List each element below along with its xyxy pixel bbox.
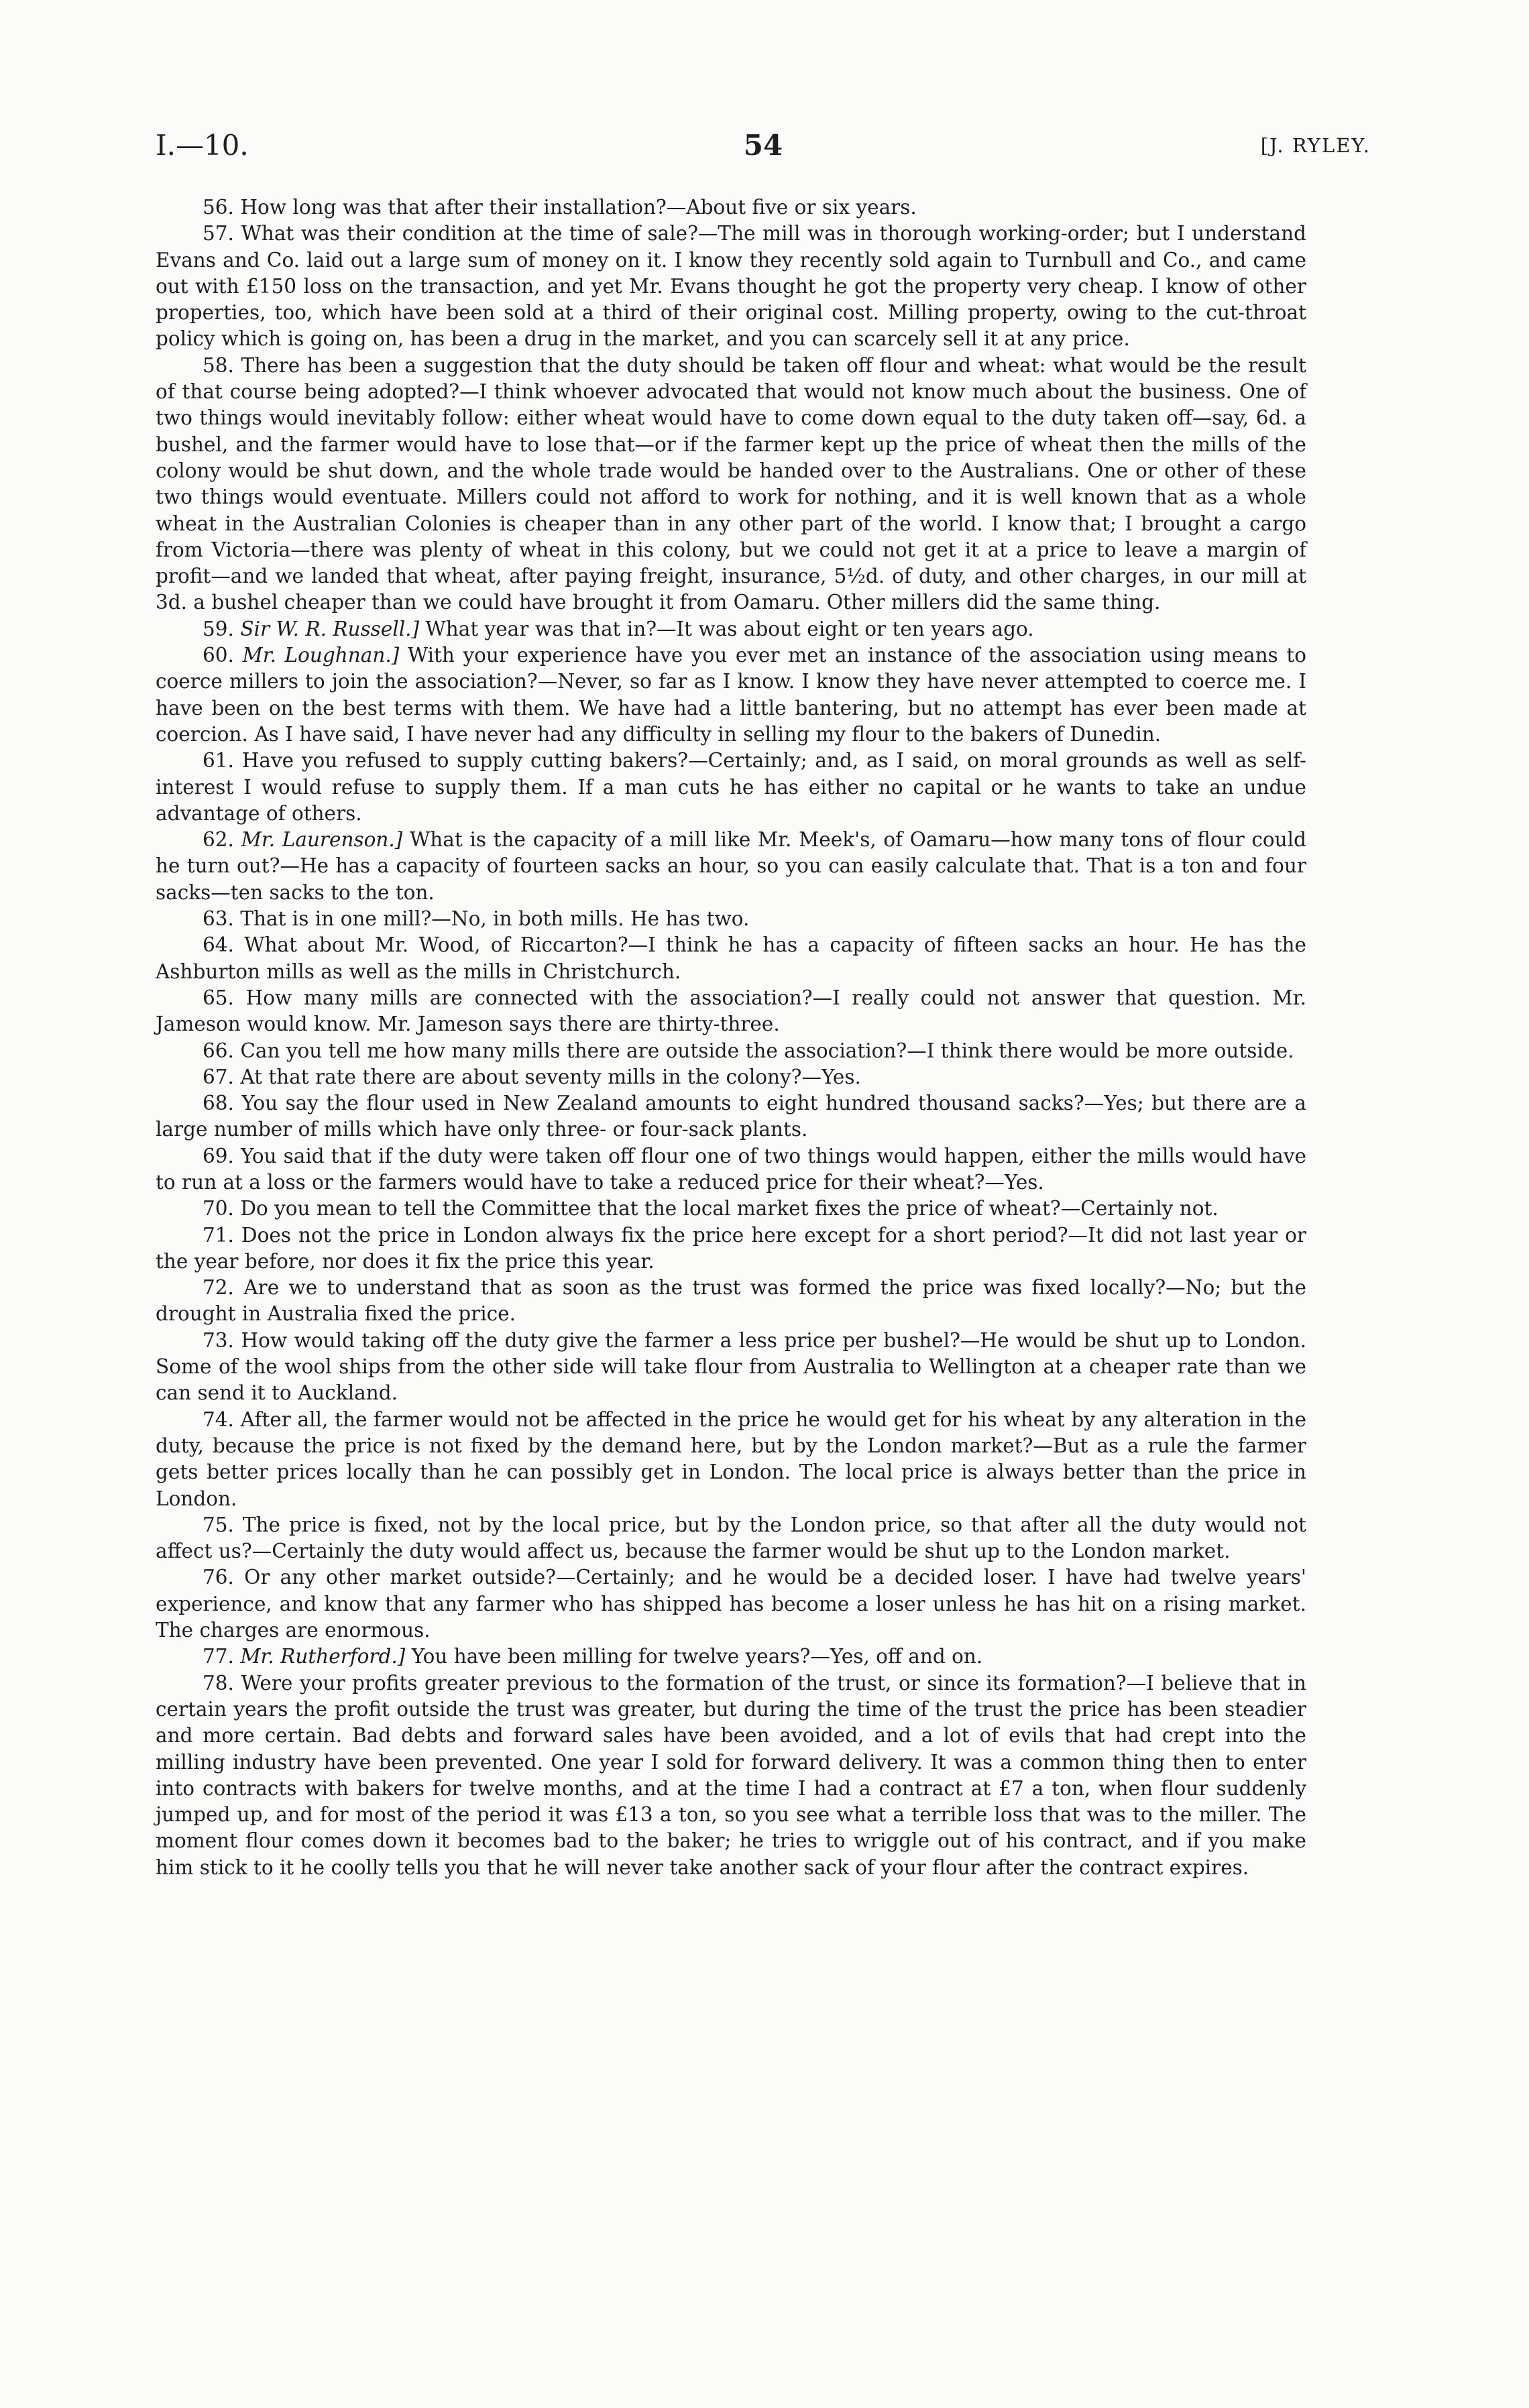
question-paragraph: [156, 1143, 1306, 1196]
question-paragraph: [156, 932, 1306, 985]
question-text: How many mills are connected with the association?—I really could not answer that question. Mr. Jameson would know. Mr. Jameson says there are thirty-three.: [156, 986, 1306, 1036]
question-number: 73.: [203, 1328, 234, 1352]
question-paragraph: [156, 1275, 1306, 1328]
question-text: Are we to understand that as soon as the trust was formed the price was fixed locally?—No; but the drought in Australia fixed the price.: [156, 1276, 1306, 1326]
question-paragraph: [156, 616, 1306, 642]
speaker-label: Mr. Rutherford.]: [240, 1645, 406, 1668]
question-number: 59.: [203, 617, 234, 640]
question-number: 74.: [203, 1408, 234, 1431]
question-text: Can you tell me how many mills there are outside the association?—I think there would be more outside.: [240, 1039, 1294, 1062]
question-text: You say the flour used in New Zealand amounts to eight hundred thousand sacks?—Yes; but there are a large number of mills which have only three- or four-sack plants.: [156, 1092, 1306, 1141]
question-paragraph: [156, 1038, 1306, 1064]
question-text: At that rate there are about seventy mills in the colony?—Yes.: [240, 1065, 861, 1088]
question-paragraph: [156, 1064, 1306, 1090]
question-text: What is the capacity of a mill like Mr. Meek's, of Oamaru—how many tons of flour could he turn out?—He has a capacity of fourteen sacks an hour, so you can easily calculate that. That is a ton and four sacks—ten sacks to the ton.: [156, 828, 1306, 904]
question-number: 66.: [203, 1039, 234, 1062]
question-text: With your experience have you ever met an instance of the association using means to coerce millers to join the association?—Never, so far as I know. I know they have never attempted to coerce me. I have been on the best terms with them. We have had a little bantering, but no attempt has ever been made at coercion. As I have said, I have never had any difficulty in selling my flour to the bakers of Dunedin.: [156, 644, 1306, 746]
page-body: [156, 194, 1306, 1881]
question-number: 76.: [203, 1566, 234, 1589]
question-text: That is in one mill?—No, in both mills. He has two.: [240, 907, 750, 931]
question-paragraph: [156, 1196, 1306, 1222]
question-text: Were your profits greater previous to the formation of the trust, or since its formation?—I believe that in certain years the profit outside the trust was greater, but during the time of the trust the price has been steadier and more certain. Bad debts and forward sales have been avoided, and a lot of evils that had crept into the milling industry have been prevented. One year I sold for forward delivery. It was a common thing then to enter into contracts with bakers for twelve months, and at the time I had a contract at £7 a ton, when flour suddenly jumped up, and for most of the period it was £13 a ton, so you see what a terrible loss that was to the miller. The moment flour comes down it becomes bad to the baker; he tries to wriggle out of his contract, and if you make him stick to it he coolly tells you that he will never take another sack of your flour after the contract expires.: [156, 1671, 1306, 1879]
question-number: 60.: [203, 644, 234, 667]
question-paragraph: [156, 748, 1306, 827]
question-number: 64.: [203, 933, 234, 957]
question-text: After all, the farmer would not be affected in the price he would get for his wheat by any alteration in the duty, because the price is not fixed by the demand here, but by the London market?—But as a rule the farmer gets better prices locally than he can possibly get in London. The local price is always better than the price in London.: [156, 1408, 1306, 1510]
question-text: You have been milling for twelve years?—Yes, off and on.: [411, 1645, 983, 1668]
question-number: 67.: [203, 1065, 234, 1088]
question-number: 61.: [203, 749, 234, 772]
question-number: 77.: [203, 1645, 234, 1668]
question-paragraph: [156, 1328, 1306, 1407]
question-text: What was their condition at the time of sale?—The mill was in thorough working-order; but I understand Evans and Co. laid out a large sum of money on it. I know they recently sold again to Turnbull and Co., and came out with £150 loss on the transaction, and yet Mr. Evans thought he got the property very cheap. I know of other properties, too, which have been sold at a third of their original cost. Milling property, owing to the cut-throat policy which is going on, has been a drug in the market, and you can scarcely sell it at any price.: [156, 222, 1306, 351]
witness-name: [J. RYLEY.: [1260, 134, 1371, 157]
question-number: 68.: [203, 1092, 234, 1115]
speaker-label: Mr. Laurenson.]: [241, 828, 403, 852]
question-paragraph: [156, 1564, 1306, 1644]
question-number: 75.: [203, 1513, 234, 1536]
question-number: 71.: [203, 1223, 234, 1247]
question-number: 63.: [203, 907, 234, 931]
question-paragraph: [156, 1644, 1306, 1670]
question-number: 65.: [203, 986, 234, 1009]
question-text: What year was that in?—It was about eight or ten years ago.: [425, 617, 1034, 640]
question-paragraph: [156, 194, 1306, 221]
question-number: 56.: [203, 196, 234, 219]
question-number: 72.: [203, 1276, 234, 1300]
question-paragraph: [156, 1512, 1306, 1565]
question-text: The price is fixed, not by the local price, but by the London price, so that after all the duty would not affect us?—Certainly the duty would affect us, because the farmer would be shut up to the London market.: [156, 1513, 1306, 1563]
question-paragraph: [156, 1407, 1306, 1512]
question-text: There has been a suggestion that the duty should be taken off flour and wheat: what would be the result of that course being adopted?—I think whoever advocated that would not know much about the business. One of two things would inevitably follow: either wheat would have to come down equal to the duty taken off—say, 6d. a bushel, and the farmer would have to lose that—or if the farmer kept up the price of wheat then the mills of the colony would be shut down, and the whole trade would be handed over to the Australians. One or other of these two things would eventuate. Millers could not afford to work for nothing, and it is well known that as a whole wheat in the Australian Colonies is cheaper than in any other part of the world. I know that; I brought a cargo from Victoria—there was plenty of wheat in this colony, but we could not get it at a price to leave a margin of profit—and we landed that wheat, after paying freight, insurance, 5½d. of duty, and other charges, in our mill at 3d. a bushel cheaper than we could have brought it from Oamaru. Other millers did the same thing.: [156, 353, 1306, 614]
question-text: How would taking off the duty give the farmer a less price per bushel?—He would be shut up to London. Some of the wool ships from the other side will take flour from Australia to Wellington at a cheaper rate than we can send it to Auckland.: [156, 1328, 1306, 1405]
page-number: 54: [743, 129, 783, 162]
question-text: Does not the price in London always fix the price here except for a short period?—It did not last year or the year before, nor does it fix the price this year.: [156, 1223, 1306, 1273]
question-text: You said that if the duty were taken off flour one of two things would happen, either the mills would have to run at a loss or the farmers would have to take a reduced price for their wheat?—Yes.: [156, 1144, 1307, 1194]
question-number: 78.: [203, 1671, 234, 1695]
question-paragraph: [156, 1670, 1306, 1881]
question-number: 57.: [203, 222, 234, 245]
question-text: Or any other market outside?—Certainly; and he would be a decided loser. I have had twelve years' experience, and know that any farmer who has shipped has become a loser unless he has hit on a rising market. The charges are enormous.: [156, 1566, 1306, 1642]
document-reference: I.—10.: [156, 129, 249, 162]
question-paragraph: [156, 353, 1306, 616]
question-paragraph: [156, 906, 1306, 932]
question-paragraph: [156, 985, 1306, 1038]
speaker-label: Sir W. R. Russell.]: [240, 617, 420, 640]
question-paragraph: [156, 827, 1306, 906]
question-paragraph: [156, 642, 1306, 748]
question-paragraph: [156, 1090, 1306, 1143]
question-number: 70.: [203, 1197, 234, 1220]
question-number: 69.: [203, 1144, 234, 1167]
question-number: 62.: [203, 828, 234, 852]
question-paragraph: [156, 1222, 1306, 1275]
question-number: 58.: [203, 353, 234, 377]
question-text: Do you mean to tell the Committee that the local market fixes the price of wheat?—Certainly not.: [240, 1197, 1219, 1220]
question-paragraph: [156, 221, 1306, 352]
question-text: Have you refused to supply cutting bakers?—Certainly; and, as I said, on moral grounds as well as self-interest I would refuse to supply them. If a man cuts he has either no capital or he wants to take an undue advantage of others.: [156, 749, 1306, 825]
speaker-label: Mr. Loughnan.]: [242, 644, 400, 667]
page-header: [156, 129, 1371, 176]
question-text: What about Mr. Wood, of Riccarton?—I think he has a capacity of fifteen sacks an hour. He has the Ashburton mills as well as the mills in Christchurch.: [156, 933, 1306, 983]
question-text: How long was that after their installation?—About five or six years.: [240, 196, 917, 219]
